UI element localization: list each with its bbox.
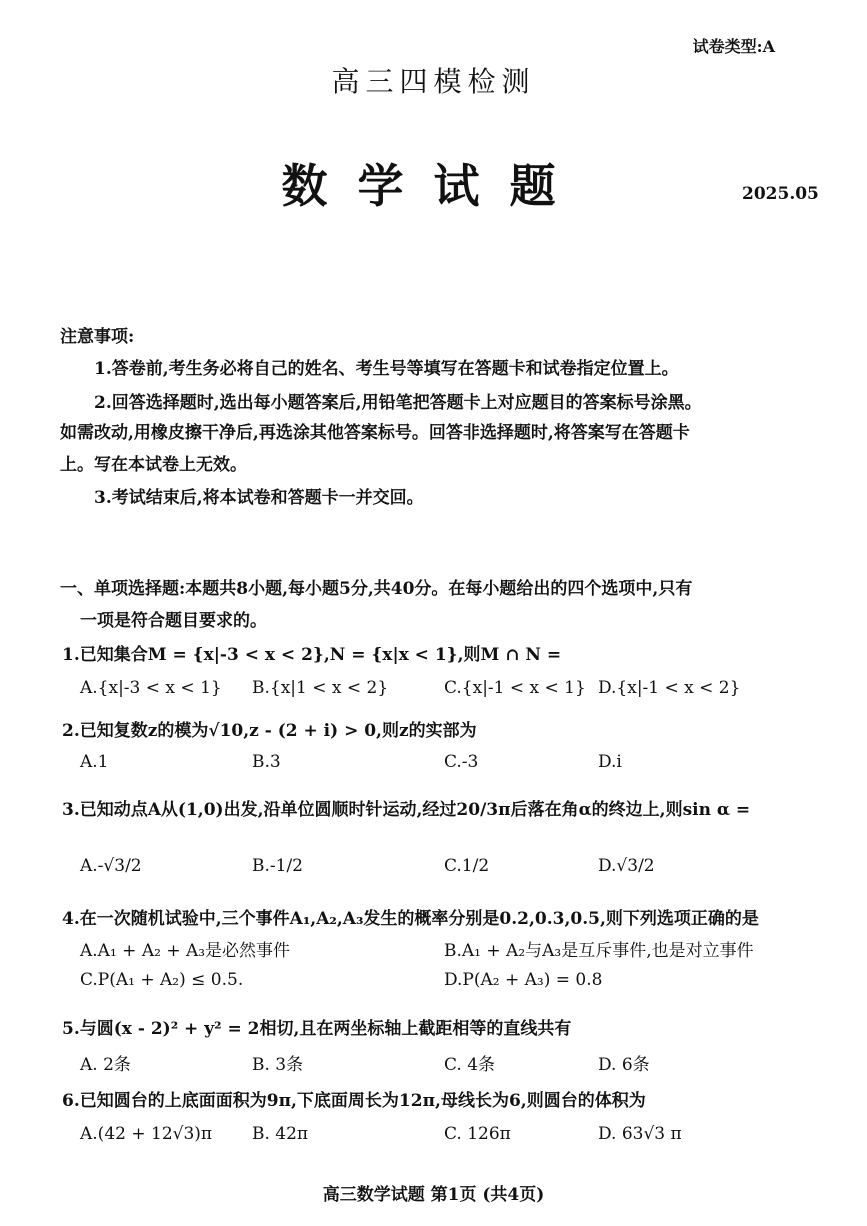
paper-type-label: 试卷类型:A (692, 37, 775, 56)
option-d: D. 63√3 π (598, 1124, 682, 1144)
option-c: C. 4条 (444, 1055, 496, 1075)
question-stem: 5.与圆(x - 2)² + y² = 2相切,且在两坐标轴上截距相等的直线共有 (62, 1019, 572, 1039)
option-c: C.{x|-1 < x < 1} (444, 678, 586, 698)
option-a: A. 2条 (80, 1055, 131, 1075)
option-b: B. 3条 (252, 1055, 304, 1075)
option-d: D.P(A₂ + A₃) = 0.8 (444, 970, 603, 990)
option-d: D.{x|-1 < x < 2} (598, 678, 741, 698)
option-d: D. 6条 (598, 1055, 650, 1075)
notice-line: 1.答卷前,考生务必将自己的姓名、考生号等填写在答题卡和试卷指定位置上。 (94, 359, 679, 379)
question-stem: 6.已知圆台的上底面面积为9π,下底面周长为12π,母线长为6,则圆台的体积为 (62, 1091, 646, 1111)
option-b: B.A₁ + A₂与A₃是互斥事件,也是对立事件 (444, 941, 754, 961)
option-c: C.-3 (444, 752, 479, 772)
notice-line: 上。写在本试卷上无效。 (60, 455, 247, 475)
exam-title: 数学试题 (281, 159, 586, 213)
section-heading-cont: 一项是符合题目要求的。 (80, 611, 267, 631)
option-d: D.i (598, 752, 622, 772)
question-stem: 4.在一次随机试验中,三个事件A₁,A₂,A₃发生的概率分别是0.2,0.3,0.5,则下列选项正确的是 (62, 909, 759, 929)
notice-line: 3.考试结束后,将本试卷和答题卡一并交回。 (94, 488, 424, 508)
option-b: B.3 (252, 752, 281, 772)
option-a: A.-√3/2 (80, 856, 142, 876)
question-stem: 2.已知复数z的模为√10,z - (2 + i) > 0,则z的实部为 (62, 721, 477, 741)
section-heading: 一、单项选择题:本题共8小题,每小题5分,共40分。在每小题给出的四个选项中,只有 (60, 579, 693, 599)
notice-line: 2.回答选择题时,选出每小题答案后,用铅笔把答题卡上对应题目的答案标号涂黑。 (94, 393, 702, 413)
option-b: B.{x|1 < x < 2} (252, 678, 389, 698)
option-b: B.-1/2 (252, 856, 303, 876)
option-c: C. 126π (444, 1124, 511, 1144)
option-a: A.1 (80, 752, 109, 772)
notice-line: 如需改动,用橡皮擦干净后,再选涂其他答案标号。回答非选择题时,将答案写在答题卡 (60, 423, 690, 443)
question-stem: 3.已知动点A从(1,0)出发,沿单位圆顺时针运动,经过20/3π后落在角α的终边上,则sin α = (62, 800, 751, 820)
option-a: A.{x|-3 < x < 1} (80, 678, 222, 698)
page-footer: 高三数学试题 第1页 (共4页) (322, 1185, 545, 1205)
option-b: B. 42π (252, 1124, 309, 1144)
option-c: C.P(A₁ + A₂) ≤ 0.5. (80, 970, 244, 990)
exam-subtitle: 高三四模检测 (331, 65, 536, 98)
notice-heading: 注意事项: (60, 327, 135, 347)
option-a: A.A₁ + A₂ + A₃是必然事件 (80, 941, 291, 961)
option-a: A.(42 + 12√3)π (80, 1124, 213, 1144)
exam-date: 2025.05 (742, 184, 819, 204)
question-stem: 1.已知集合M = {x|-3 < x < 2},N = {x|x < 1},则M ∩ N = (62, 645, 562, 665)
option-c: C.1/2 (444, 856, 490, 876)
option-d: D.√3/2 (598, 856, 655, 876)
